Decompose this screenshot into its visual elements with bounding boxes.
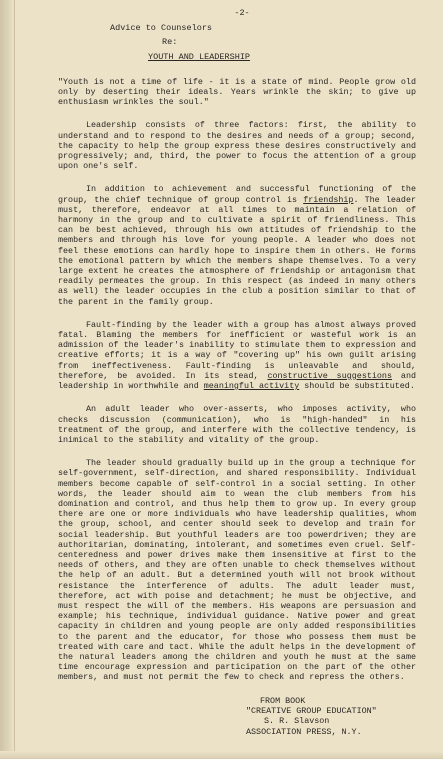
paragraph-fault-finding: Fault-finding by the leader with a group has almost always proved fatal. Blaming the members for inefficient or wasteful work is an admission of the leader's inability to stimulate them to expression and creative efforts; it is a way of "covering up" his own guilt arising from ineffectiveness. Fault-finding is unleavable and should, therefore, be avoided. In its stead, constructive suggestions and leadership in worthwhile and meaningful activity should be substituted.: [58, 319, 416, 392]
underlined-meaningful-activity: meaningful activity: [203, 381, 300, 392]
binding-edge: [0, 0, 15, 759]
re-label: Re:: [162, 37, 178, 48]
page-content: [58, 8, 416, 737]
page-number: -2-: [234, 8, 250, 18]
source-citation: [246, 696, 416, 738]
paragraph-quote: "Youth is not a time of life - it is a state of mind. People grow old only by deserting their ideals. Years wrinkle the skin; to give up enthusiasm wrinkles the soul.": [58, 76, 416, 108]
paragraph-friendship: In addition to achievement and successful functioning of the group, the chief technique of group control is friendship. The leader must, therefore, endeavor at all times to maintain a relation of harmony in the group and to cultivate a spirit of friendliness. This can be best achieved, through his own attitudes of friendship to the members and through his love for young people. A leader who does not feel these emotions can hardly hope to inspire them in others. He forms the emotional pattern by which the members shape themselves. To a very large extent he creates the atmosphere of friendship or antagonism that readily permeates the group. In this respect (as indeed in many others as well) the leader occupies in the club a position similar to that of the parent in the family group.: [58, 184, 417, 307]
paragraph-self-government: The leader should gradually build up in the group a technique for self-government, self-direction, and shared responsibility. Individual members become capable of self-control in a social setting. In other words, the leader should aim to wean the club members from his domination and control, and thus help them to grow up. In every group there are one or more individuals who have leadership qualities, whom the group, school, and center should seek to develop and train for social leadership. But youthful leaders are too powerdriven; they are authoritarian, dominating, intolerant, and sometimes even cruel. Self-centeredness and power drives make them insensitive at first to the needs of others, and they are often unable to check themselves without the help of an adult. But a determined youth will not brook without resistance the interference of adults. The adult leader must, therefore, act with poise and detachment; he must be objective, and must respect the will of the members. His weapons are persuasion and example; his technique, individual guidance. Native power and great capacity in children and young people are only added responsibilities to the parent and the educator, for those who possess them must be treated with care and tact. While the adult helps in the development of the natural leaders among the children and youth he must at the same time encourage expression and participation on the part of the other members, and must not permit the few to check and repress the others.: [58, 458, 416, 683]
subject-title: YOUTH AND LEADERSHIP: [148, 51, 251, 62]
underlined-constructive-suggestions: constructive suggestions: [267, 370, 392, 381]
paragraph-leadership-factors: Leadership consists of three factors: first, the ability to understand and to respond to the desires and needs of a group; second, the capacity to help the group express these desires constructively and progressively; and, third, the power to focus the attention of a group upon one's self.: [58, 120, 416, 172]
source-line-publisher: ASSOCIATION PRESS, N.Y.: [246, 726, 362, 737]
source-line-from-book: FROM BOOK: [260, 695, 306, 706]
source-line-author: S. R. Slavson: [264, 716, 330, 727]
document-heading: Advice to Counselors: [110, 23, 213, 34]
source-line-title: "CREATIVE GROUP EDUCATION": [246, 705, 377, 716]
underlined-friendship: friendship: [303, 194, 354, 205]
paragraph-adult-leader: An adult leader who over-asserts, who imposes activity, who checks discussion (communication), who is "high-handed" in his treatment of the group, and interfere with the collective tendency, is inimical to the stability and vitality of the group.: [58, 404, 416, 445]
page-bottom-edge: [0, 751, 443, 759]
